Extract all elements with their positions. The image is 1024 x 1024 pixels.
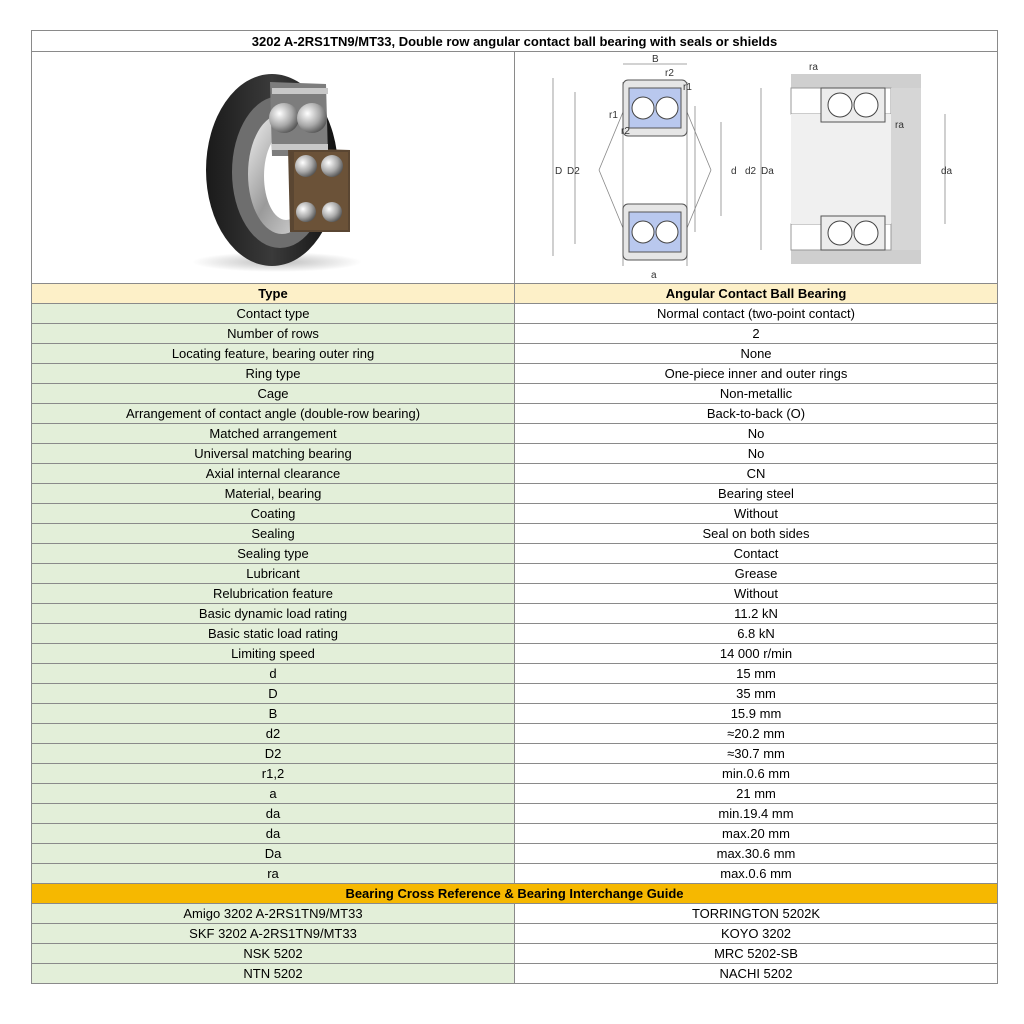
diagram-label-ra-right: ra [895,120,904,131]
type-header-row [32,284,998,304]
cross-reference-left: SKF 3202 A-2RS1TN9/MT33 [32,924,515,944]
spec-value: 35 mm [515,684,998,704]
spec-label: Cage [32,384,515,404]
diagram-label-r1: r1 [609,110,618,121]
spec-row [32,344,998,364]
page-title: 3202 A-2RS1TN9/MT33, Double row angular contact ball bearing with seals or shields [32,31,998,52]
spec-label: Coating [32,504,515,524]
spec-label: d2 [32,724,515,744]
spec-label: Universal matching bearing [32,444,515,464]
spec-value: 15 mm [515,664,998,684]
spec-row [32,764,998,784]
diagram-label-B: B [652,54,659,65]
diagram-label-a: a [651,270,657,281]
spec-row [32,644,998,664]
spec-value: CN [515,464,998,484]
spec-row [32,704,998,724]
spec-row [32,384,998,404]
spec-row [32,604,998,624]
bearing-photo-icon [32,52,515,283]
spec-value: max.0.6 mm [515,864,998,884]
spec-label: Lubricant [32,564,515,584]
spec-value: min.19.4 mm [515,804,998,824]
spec-row [32,404,998,424]
diagram-label-D2: D2 [567,166,580,177]
spec-row [32,744,998,764]
spec-value: No [515,424,998,444]
diagram-label-ra-top: ra [809,62,818,73]
spec-row [32,464,998,484]
spec-label: da [32,804,515,824]
spec-value: 15.9 mm [515,704,998,724]
spec-row [32,484,998,504]
cross-reference-right: TORRINGTON 5202K [515,904,998,924]
cross-reference-row [32,924,998,944]
spec-row [32,724,998,744]
spec-value: Bearing steel [515,484,998,504]
cross-reference-row [32,964,998,984]
spec-label: Number of rows [32,324,515,344]
spec-value: 6.8 kN [515,624,998,644]
spec-row [32,564,998,584]
spec-label: d [32,664,515,684]
spec-label: a [32,784,515,804]
spec-value: Back-to-back (O) [515,404,998,424]
spec-row [32,664,998,684]
spec-value: Without [515,584,998,604]
spec-value: min.0.6 mm [515,764,998,784]
spec-row [32,584,998,604]
spec-table [31,30,998,984]
spec-label: Relubrication feature [32,584,515,604]
spec-row [32,624,998,644]
cross-reference-header-row [32,884,998,904]
spec-label: D [32,684,515,704]
spec-row [32,304,998,324]
spec-row [32,864,998,884]
spec-value: max.20 mm [515,824,998,844]
type-header-left: Type [32,284,515,304]
diagram-label-da: da [941,166,953,177]
spec-row [32,784,998,804]
spec-row [32,824,998,844]
spec-value: max.30.6 mm [515,844,998,864]
diagram-label-r1-top: r1 [683,82,692,93]
spec-value: Non-metallic [515,384,998,404]
spec-value: Contact [515,544,998,564]
spec-row [32,524,998,544]
cross-reference-right: NACHI 5202 [515,964,998,984]
spec-row [32,844,998,864]
spec-label: Material, bearing [32,484,515,504]
cross-reference-left: NSK 5202 [32,944,515,964]
spec-row [32,544,998,564]
diagram-label-r2-top: r2 [665,68,674,79]
spec-label: Sealing type [32,544,515,564]
spec-label: Sealing [32,524,515,544]
cross-reference-row [32,944,998,964]
diagram-label-d: d [731,166,737,177]
cross-reference-right: MRC 5202-SB [515,944,998,964]
spec-label: Matched arrangement [32,424,515,444]
spec-row [32,364,998,384]
diagram-label-D: D [555,166,563,177]
cross-reference-left: NTN 5202 [32,964,515,984]
bearing-photo [32,52,515,284]
spec-row [32,684,998,704]
spec-label: Locating feature, bearing outer ring [32,344,515,364]
spec-value: Seal on both sides [515,524,998,544]
dimension-diagram-icon [515,52,998,283]
spec-label: ra [32,864,515,884]
spec-row [32,444,998,464]
spec-label: B [32,704,515,724]
spec-value: One-piece inner and outer rings [515,364,998,384]
diagram-label-d2: d2 [745,166,757,177]
spec-row [32,804,998,824]
cross-reference-left: Amigo 3202 A-2RS1TN9/MT33 [32,904,515,924]
spec-value: 11.2 kN [515,604,998,624]
spec-value: 2 [515,324,998,344]
spec-label: Axial internal clearance [32,464,515,484]
spec-value: Without [515,504,998,524]
spec-label: Basic static load rating [32,624,515,644]
spec-label: Ring type [32,364,515,384]
spec-value: Grease [515,564,998,584]
spec-label: Da [32,844,515,864]
spec-value: 14 000 r/min [515,644,998,664]
spec-value: None [515,344,998,364]
cross-reference-title: Bearing Cross Reference & Bearing Interchange Guide [32,884,998,904]
spec-value: Normal contact (two-point contact) [515,304,998,324]
spec-value: 21 mm [515,784,998,804]
spec-label: r1,2 [32,764,515,784]
cross-reference-right: KOYO 3202 [515,924,998,944]
spec-label: Arrangement of contact angle (double-row bearing) [32,404,515,424]
spec-value: ≈20.2 mm [515,724,998,744]
spec-value: No [515,444,998,464]
spec-label: Basic dynamic load rating [32,604,515,624]
spec-row [32,424,998,444]
bearing-dimension-diagram [515,52,998,284]
type-header-right: Angular Contact Ball Bearing [515,284,998,304]
spec-label: da [32,824,515,844]
spec-label: D2 [32,744,515,764]
cross-reference-row [32,904,998,924]
diagram-label-r2: r2 [621,126,630,137]
spec-row [32,504,998,524]
spec-label: Contact type [32,304,515,324]
spec-value: ≈30.7 mm [515,744,998,764]
spec-row [32,324,998,344]
diagram-label-Da: Da [761,166,774,177]
spec-label: Limiting speed [32,644,515,664]
